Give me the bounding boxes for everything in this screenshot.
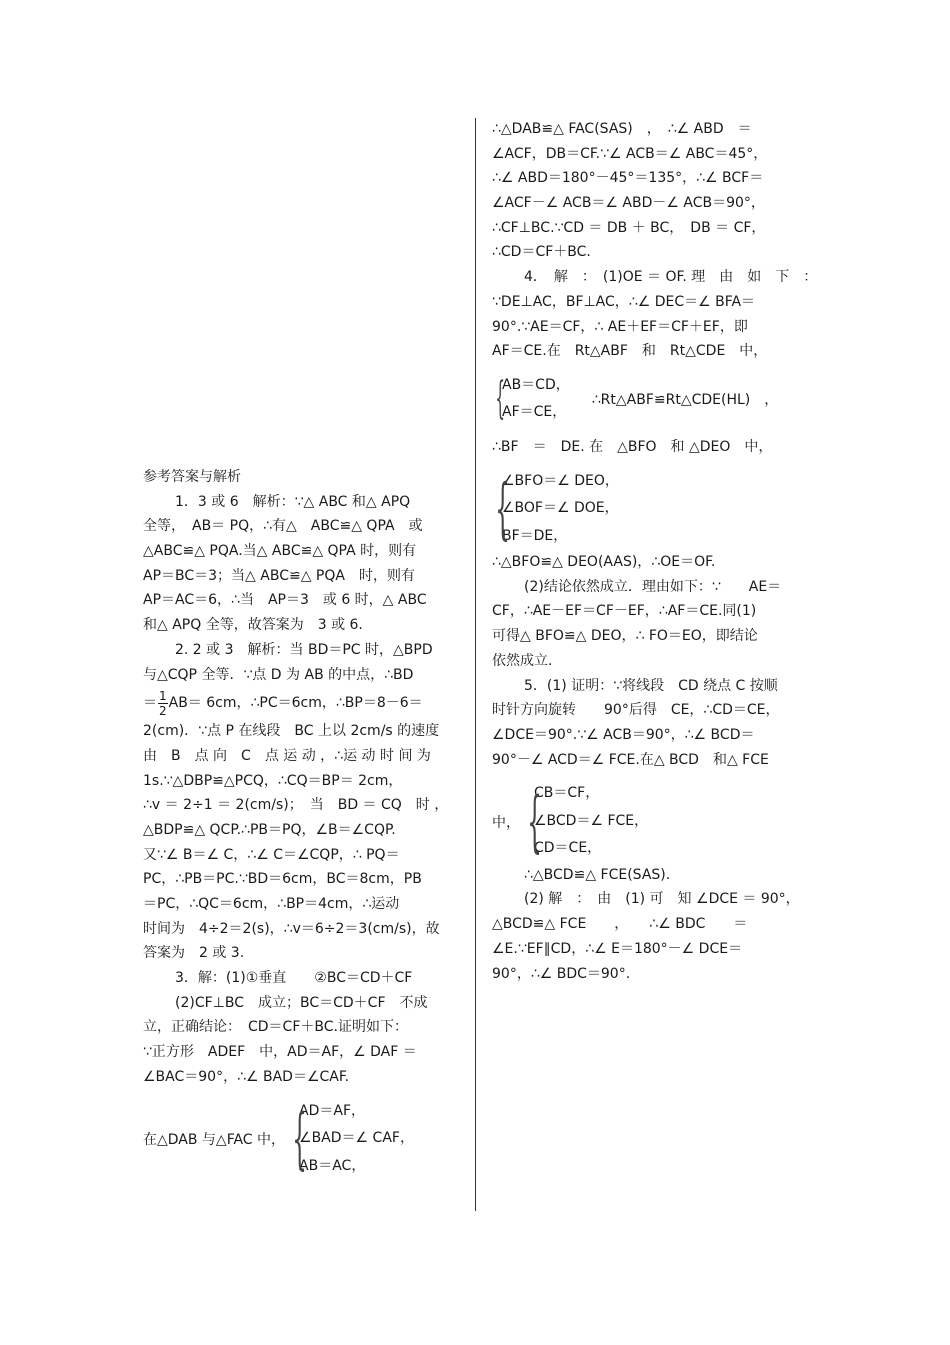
answer-column-left bbox=[143, 465, 458, 1180]
column-divider bbox=[475, 118, 476, 1211]
solution-2: 2. 2 或 3 解析：当 BD＝PC 时，△BPD 与△CQP 全等．∵点 D 为 AB 的中点，∴BD ＝ $\frac{1}{2}$ AB＝ 6cm，∴PC＝6cm，∴BP＝8－6＝ 2(cm)．∵点 P 在线段 BC 上以 2cm/s 的速度 由 B 点 向 C 点 运 动 ，∴运 动 时 间 为 1s.∵△DBP≌△PCQ，∴CQ＝BP＝ 2cm， ∴v ＝ 2÷1 ＝ 2(cm/s)； 当 BD ＝ CQ 时 ， △BDP≌△ QCP.∴PB＝PQ，∠B＝∠CQP. 又∵∠ B＝∠ C，∴∠ C＝∠CQP，∴ PQ＝ PC，∴PB＝PC.∵BD＝6cm，BC＝8cm，PB ＝PC，∴QC＝6cm，∴BP＝4cm，∴运动 时间为 4÷2＝2(s)，∴v＝6÷2＝3(cm/s)，故 答案为 2 或 3. bbox=[143, 638, 458, 966]
answer-column-right bbox=[492, 117, 818, 986]
solution-3-continued: ∴△DAB≌△ FAC(SAS) ， ∴∠ ABD ＝ ∠ACF，DB＝CF.∵∠ ACB＝∠ ABC＝45°， ∴∠ ABD＝180°－45°＝135°，∴∠ BCF＝ ∠ACF－∠ ACB＝∠ ABD－∠ ACB＝90°， ∴CF⊥BC.∵CD ＝ DB ＋ BC， DB ＝ CF， ∴CD＝CF＋BC. bbox=[492, 121, 768, 261]
solution-5: 5．(1) 证明：∵将线段 CD 绕点 C 按顺 时针方向旋转 90°后得 CE，∴CD＝CE， ∠DCE＝90°.∵∠ ACB＝90°，∴∠ BCD＝ 90°－∠ ACD＝∠ FCE.在△ BCD 和△ FCE 中， { CB＝CF， ∠BCD＝∠ FCE， CD＝CE， ∴△BCD≌△ FCE(SAS). (2) 解 ： 由 (1) 可 知 ∠DCE ＝ 90°， △BCD≌△ FCE ， ∴∠ BDC ＝ ∠E.∵EF∥CD，∴∠ E＝180°－∠ DCE＝ 90°，∴∠ BDC＝90°. bbox=[492, 674, 805, 987]
equation-system-1: 在△DAB 与△FAC 中， { AD＝AF， ∠BAD＝∠ CAF， AB＝AC， bbox=[143, 1099, 414, 1177]
equation-system-3: { ∠BFO＝∠ DEO， ∠BOF＝∠ DOE， BF＝DE， bbox=[495, 469, 619, 547]
left-brace: { bbox=[527, 782, 542, 860]
solution-1: 1．3 或 6 解析：∵△ ABC 和△ APQ 全等， AB＝ PQ，∴有△ ABC≌△ QPA 或 △ABC≌△ PQA.当△ ABC≌△ QPA 时，则有 AP＝BC＝3；当△ ABC≌△ PQA 时，则有 AP＝AC＝6，∴当 AP＝3 或 6 时，△ ABC 和△ APQ 全等，故答案为 3 或 6. bbox=[143, 493, 427, 634]
left-brace: { bbox=[292, 1099, 307, 1177]
left-brace: { bbox=[495, 373, 506, 425]
equation-system-2: { AB＝CD， AF＝CE， ∴Rt△ABF≌Rt△CDE(HL) ， bbox=[495, 373, 779, 425]
equation-system-4: 中， { CB＝CF， ∠BCD＝∠ FCE， CD＝CE， bbox=[492, 782, 649, 860]
section-heading: 参考答案与解析 bbox=[143, 469, 241, 485]
fraction-one-half: $\frac{1}{2}$ bbox=[159, 688, 167, 718]
solution-3: 3．解：(1)①垂直 ②BC＝CD＋CF (2)CF⊥BC 成立；BC＝CD＋CF 不成 立，正确结论： CD＝CF＋BC.证明如下： ∵正方形 ADEF 中，AD＝AF，∠ DAF ＝ ∠BAC＝90°，∴∠ BAD＝∠CAF. 在△DAB 与△FAC 中， { AD＝AF， ∠BAD＝∠ CAF， AB＝AC， bbox=[143, 966, 458, 1180]
solution-4: 4． 解 ： (1)OE ＝ OF. 理 由 如 下 ： ∵DE⊥AC，BF⊥AC，∴∠ DEC＝∠ BFA＝ 90°.∵AE＝CF，∴ AE＋EF＝CF＋EF，即 AF＝CE.在 Rt△ABF 和 Rt△CDE 中， { AB＝CD， AF＝CE， ∴Rt△ABF≌Rt△CDE(HL) ， ∴BF ＝ DE. 在 △BFO 和 △DEO 中， { ∠BFO＝∠ DEO， ∠BOF＝∠ DOE， BF＝DE， ∴△BFO≌△ DEO(AAS)，∴OE＝OF. (2)结论依然成立．理由如下：∵ AE＝ CF，∴AE－EF＝CF－EF，∴AF＝CE.同(1) 可得△ BFO≌△ DEO，∴ FO＝EO，即结论 依然成立. bbox=[492, 269, 818, 669]
fraction-line: ＝ $\frac{1}{2}$ AB＝ 6cm，∴PC＝6cm，∴BP＝8－6＝ bbox=[143, 688, 423, 718]
left-brace: { bbox=[495, 469, 510, 547]
